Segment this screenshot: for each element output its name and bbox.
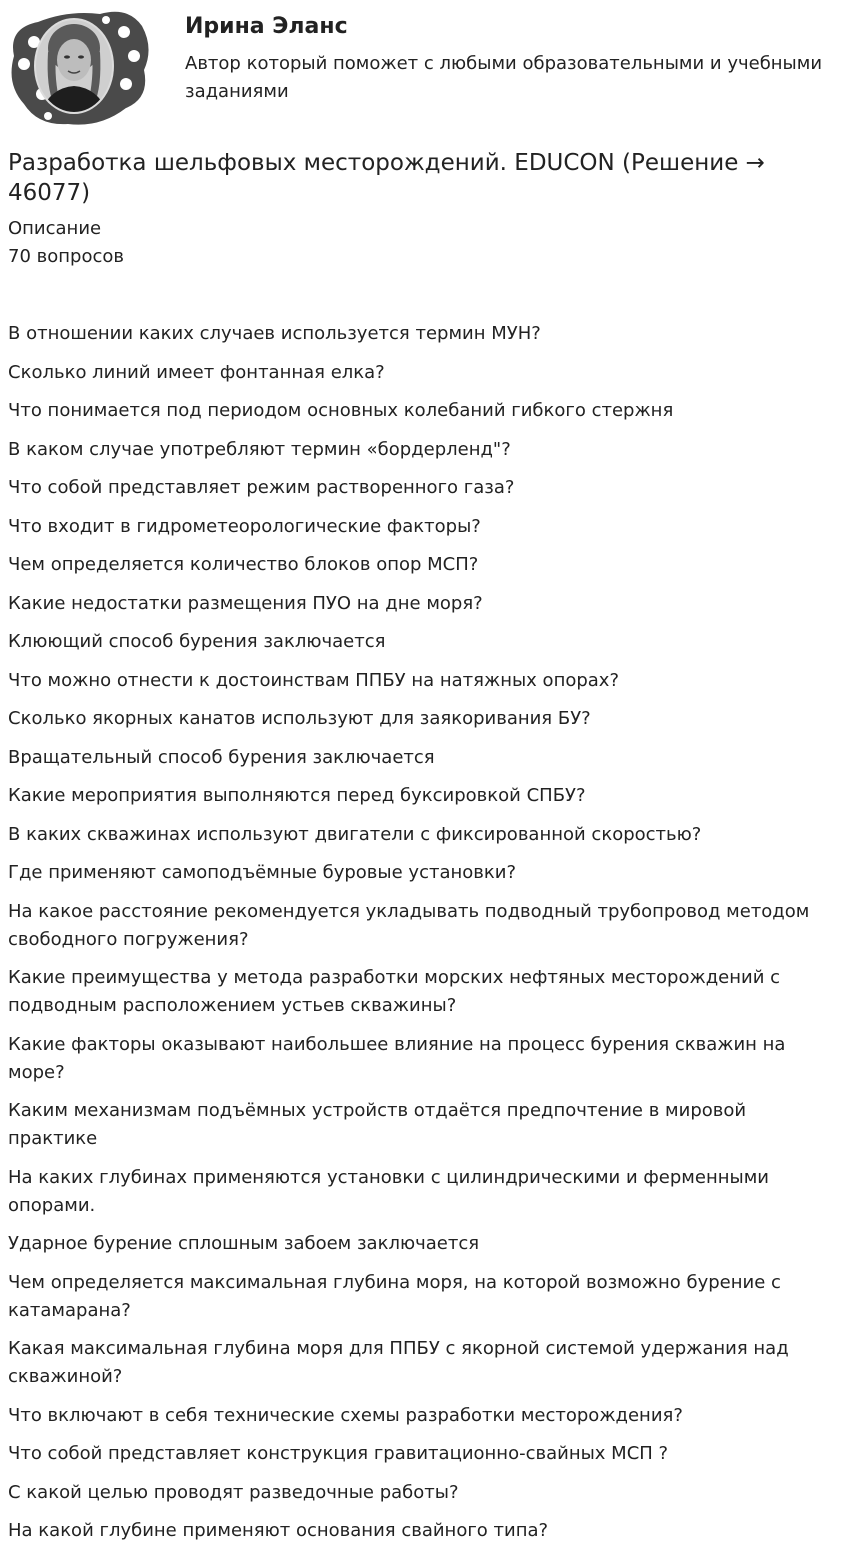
author-avatar: [8, 8, 150, 126]
question-item: Каким механизмам подъёмных устройств отдаётся предпочтение в мировой практике: [8, 1100, 747, 1149]
question-item: Клюющий способ бурения заключается: [8, 631, 386, 652]
question-item: Что собой представляет режим растворенного газа?: [8, 477, 515, 498]
question-item: Что можно отнести к достоинствам ППБУ на натяжных опорах?: [8, 669, 620, 691]
description-label: Описание: [8, 218, 102, 239]
question-item: Что включают в себя технические схемы разработки месторождения?: [8, 1404, 683, 1426]
question-item: Какая максимальная глубина моря для ППБУ с якорной системой удержания над скважиной?: [8, 1338, 789, 1387]
question-item: Какие недостатки размещения ПУО на дне моря?: [8, 592, 483, 614]
author-name: Ирина Эланс: [185, 14, 348, 39]
question-item: Какие мероприятия выполняются перед буксировкой СПБУ?: [8, 785, 586, 806]
question-item: В каком случае употребляют термин «бордерленд"?: [8, 438, 511, 460]
author-block: [8, 8, 839, 126]
question-item: Где применяют самоподъёмные буровые установки?: [8, 862, 516, 883]
question-item: На каких глубинах применяются установки с цилиндрическими и ферменными опорами.: [8, 1166, 769, 1216]
question-item: На какой глубине применяют основания свайного типа?: [8, 1520, 549, 1541]
question-item: Чем определяется количество блоков опор МСП?: [8, 554, 479, 575]
question-item: Вращательный способ бурения заключается: [8, 746, 435, 768]
question-item: Что собой представляет конструкция гравитационно-свайных МСП ?: [8, 1443, 669, 1464]
question-item: Ударное бурение сплошным забоем заключается: [8, 1233, 480, 1254]
question-item: Какие преимущества у метода разработки морских нефтяных месторождений с подводным расположением устьев скважины?: [8, 967, 781, 1016]
question-item: Что понимается под периодом основных колебаний гибкого стержня: [8, 400, 674, 421]
question-item: Сколько линий имеет фонтанная елка?: [8, 361, 385, 383]
question-item: Чем определяется максимальная глубина моря, на которой возможно бурение с катамарана?: [8, 1271, 781, 1321]
question-item: Что входит в гидрометеорологические факторы?: [8, 515, 481, 537]
question-item: На какое расстояние рекомендуется укладывать подводный трубопровод методом свободного погружения?: [8, 900, 810, 950]
author-description: Автор который поможет с любыми образовательными и учебными заданиями: [185, 53, 823, 102]
question-item: С какой целью проводят разведочные работы?: [8, 1481, 459, 1503]
question-item: Какие факторы оказывают наибольшее влияние на процесс бурения скважин на море?: [8, 1033, 786, 1083]
question-list: [8, 320, 839, 1556]
document-title: Разработка шельфовых месторождений. EDUCON (Решение → 46077): [8, 150, 765, 206]
question-item: В отношении каких случаев используется термин МУН?: [8, 323, 541, 344]
question-item: В каких скважинах используют двигатели с фиксированной скоростью?: [8, 823, 702, 845]
question-count: 70 вопросов: [8, 246, 124, 267]
question-item: Сколько якорных канатов используют для заякоривания БУ?: [8, 708, 591, 729]
